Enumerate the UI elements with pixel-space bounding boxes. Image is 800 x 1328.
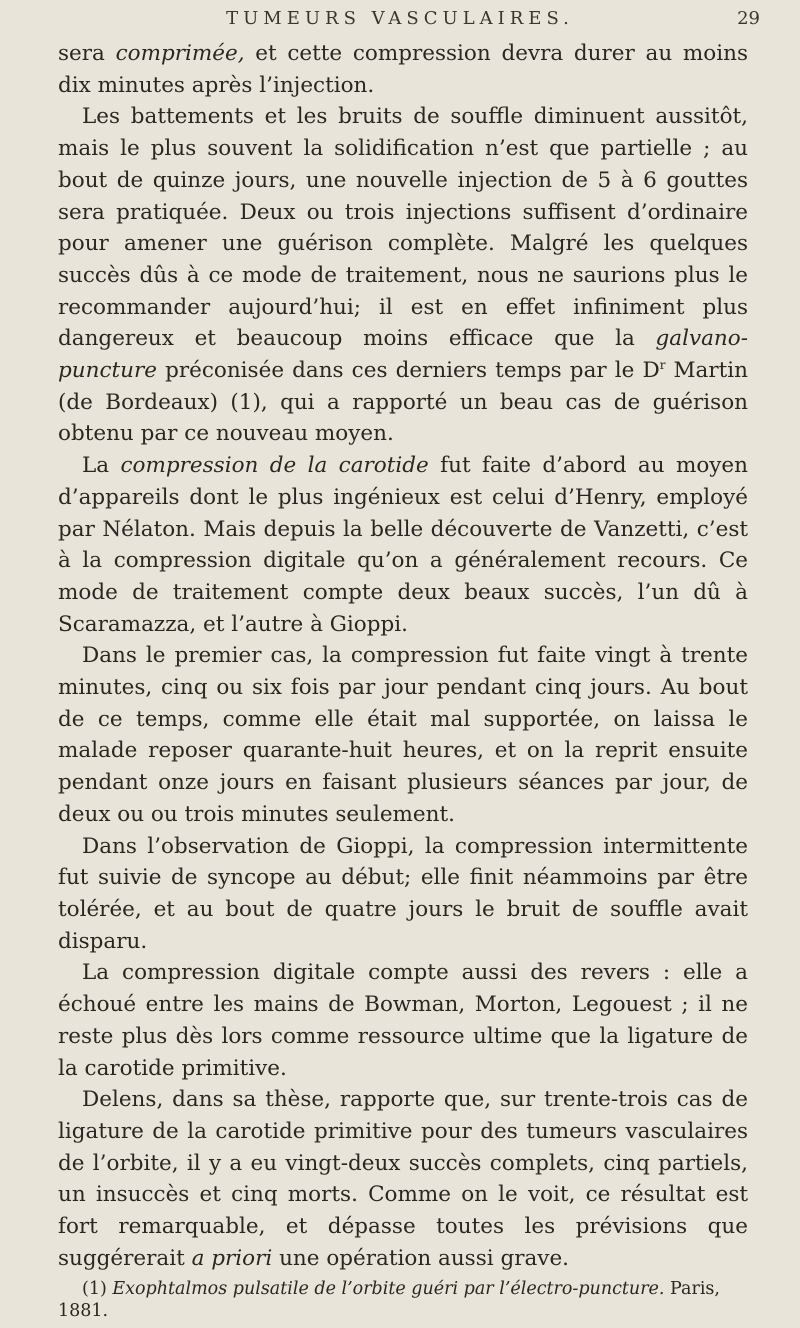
running-head [0,4,800,38]
paragraph-3 [58,450,748,640]
text-run: Martin (de Bordeaux) (1), qui a rapporté un beau cas de guérison obtenu par ce nouveau moyen. [58,358,748,447]
text-run: Les battements et les bruits de souffle diminuent aussitôt, mais le plus souvent la solidification n’est que partielle ; au bout de quinze jours, une nouvelle injection de 5 à 6 gouttes sera pratiquée. Deux ou trois injections suffisent d’ordinaire pour amener une guérison complète. Malgré les quelques succès dûs à ce mode de traitement, nous ne saurions plus le recommander aujourd’hui; il est en effet infiniment plus dangereux et beaucoup moins efficace que la [58,104,748,352]
text-run: Dans l’observation de Gioppi, la compression intermittente fut suivie de syncope au début; elle finit néammoins par être tolérée, et au bout de quatre jours le bruit de souffle avait disparu. [58,833,748,954]
paragraph-2 [58,101,748,450]
text-run: La [82,453,121,479]
text-run: Dans le premier cas, la compression fut faite vingt à trente minutes, cinq ou six fois par jour pendant cinq jours. Au bout de ce temps, comme elle était mal supportée, on laissa le malade reposer quarante-huit heures, et on la reprit ensuite pendant onze jours en faisant plusieurs séances par jour, de deux ou ou trois minutes seulement. [58,643,748,827]
text-run: sera [58,41,116,66]
paragraph-6 [58,957,748,1084]
body-text [58,38,748,1322]
paragraph-4 [58,640,748,830]
footnote-title: Exophtalmos pulsatile de l’orbite guéri par l’électro-puncture. [112,1279,665,1300]
footnote [58,1278,748,1322]
italic-run: galvano-puncture [58,326,748,384]
text-run: fut faite d’abord au moyen d’appareils dont le plus ingénieux est celui d’Henry, employé par Nélaton. Mais depuis la belle découverte de Vanzetti, c’est à la compression digitale qu’on a généralement recours. Ce mode de traitement compte deux beaux succès, l’un dû à Scaramazza, et l’autre à Gioppi. [58,453,748,637]
footnote-text: Paris, 1881. [58,1279,720,1322]
italic-run: compression de la carotide [120,453,429,479]
italic-run: comprimée, [115,41,245,66]
paragraph-1 [58,38,748,101]
text-run: Delens, dans sa thèse, rapporte que, sur trente-trois cas de ligature de la carotide primitive pour des tumeurs vasculaires de l’orbite, il y a eu vingt-deux succès complets, cinq partiels, un insuccès et cinq morts. Comme on le voit, ce résultat est fort remarquable, et dépasse toutes les prévisions que suggérerait [58,1087,748,1271]
running-title: TUMEURS VASCULAIRES. [226,8,574,29]
page-number: 29 [737,8,760,29]
paragraph-7 [58,1084,748,1274]
text-run: préconisée dans ces derniers temps par le D [157,358,660,384]
text-run: et cette compression devra durer au moins dix minutes après l’injection. [58,41,748,98]
paragraph-5 [58,831,748,958]
text-run: La compression digitale compte aussi des revers : elle a échoué entre les mains de Bowman, Morton, Legouest ; il ne reste plus dès lors comme ressource ultime que la ligature de la carotide primitive. [58,960,748,1081]
superscript: r [659,357,666,372]
text-run: une opération aussi grave. [272,1245,570,1271]
italic-run: a priori [191,1245,273,1271]
footnote-mark: (1) [82,1279,113,1300]
